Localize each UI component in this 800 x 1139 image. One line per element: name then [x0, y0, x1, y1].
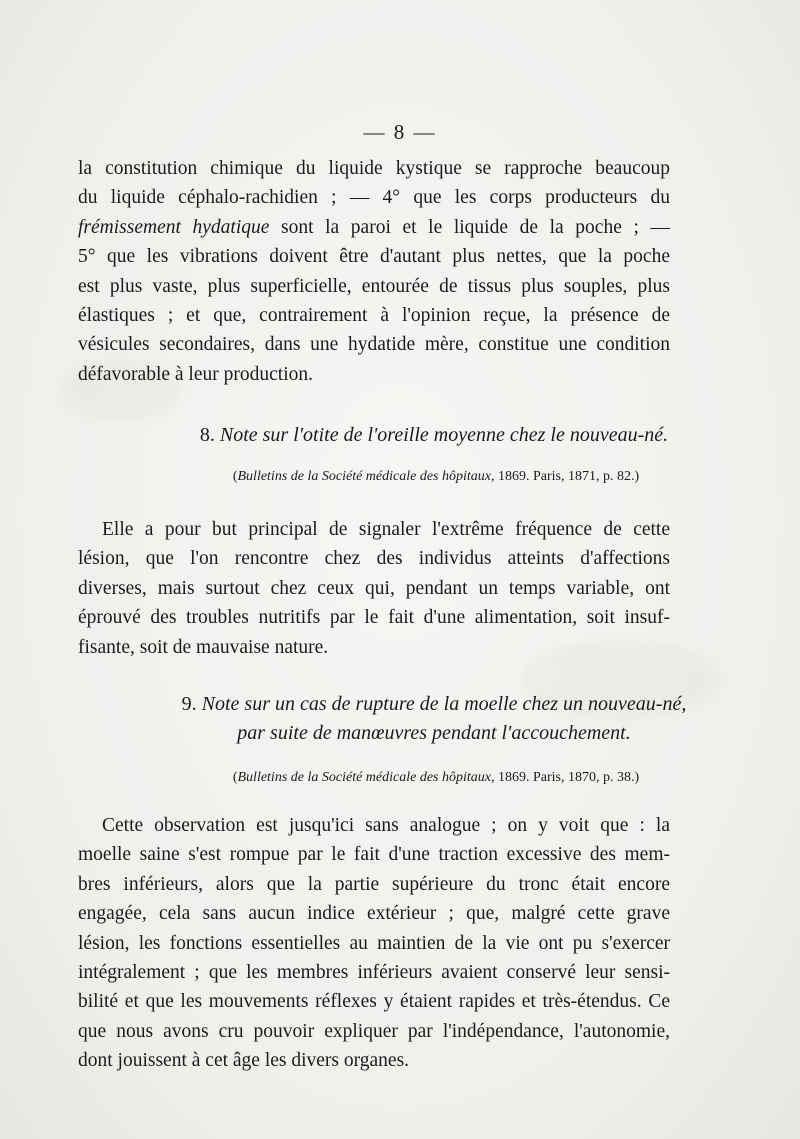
citation-8 [36, 469, 800, 485]
text-line: intégralement ; que les membres inférieurs avaient conservé leur sensi- [78, 962, 670, 984]
paragraph-section-8 [78, 515, 670, 662]
text-line: bilité et que les mouvements réflexes y étaient rapides et très-étendus. Ce [78, 991, 670, 1013]
citation-9 [36, 770, 800, 786]
citation-journal: Bulletins de la Société médicale des hôpitaux, [237, 469, 495, 484]
text-line: dont jouissent à cet âge les divers organes. [78, 1050, 410, 1072]
citation-details: 1869. Paris, 1871, p. 82.) [494, 469, 640, 484]
citation-paren: ( [232, 469, 238, 484]
section-title: Note sur l'otite de l'oreille moyenne chez le nouveau-né. [219, 424, 669, 446]
text-line: éprouvé des troubles nutritifs par le fait d'une alimentation, soit insuf- [78, 607, 670, 629]
section-title-line-2: par suite de manœuvres pendant l'accouchement. [237, 722, 631, 744]
text-line: bres inférieurs, alors que la partie supérieure du tronc était encore [78, 873, 670, 895]
text-line-mixed [78, 213, 670, 242]
text-line: défavorable à leur production. [78, 363, 313, 385]
section-heading-8 [34, 421, 800, 450]
page-number: — 8 — [363, 120, 437, 144]
text-line: Cette observation est jusqu'ici sans analogue ; on y voit que : la [102, 815, 670, 836]
text-line: est plus vaste, plus superficielle, entourée de tissus plus souples, plus [78, 275, 670, 297]
italic-term: frémissement hydatique [78, 216, 270, 238]
text-line: moelle saine s'est rompue par le fait d'une traction excessive des mem- [78, 844, 670, 866]
text-line: lésion, que l'on rencontre chez des individus atteints d'affections [78, 548, 670, 570]
text-line: la constitution chimique du liquide kystique se rapproche beaucoup [78, 158, 670, 179]
text-line: lésion, les fonctions essentielles au maintien de la vie ont pu s'exercer [78, 932, 670, 954]
text-line: engagée, cela sans aucun indice extérieur ; que, malgré cette grave [78, 903, 670, 925]
text-fragment: sont la paroi et le liquide de la poche ; — [269, 216, 670, 238]
paragraph-section-9 [78, 811, 670, 1076]
text-line: du liquide céphalo-rachidien ; — 4° que les corps producteurs du [78, 187, 670, 209]
section-number: 9. [181, 693, 197, 715]
citation-journal: Bulletins de la Société médicale des hôpitaux, [237, 770, 495, 785]
text-line: fisante, soit de mauvaise nature. [78, 636, 329, 658]
section-heading-9 [34, 690, 800, 748]
text-line: Elle a pour but principal de signaler l'extrême fréquence de cette [102, 519, 670, 540]
paragraph-continued [78, 154, 670, 389]
citation-paren: ( [232, 770, 238, 785]
citation-details: 1869. Paris, 1870, p. 38.) [494, 770, 640, 785]
section-number: 8. [199, 424, 215, 446]
text-line: vésicules secondaires, dans une hydatide mère, constitue une condition [78, 334, 670, 356]
section-title-line-1: Note sur un cas de rupture de la moelle chez un nouveau-né, [201, 693, 687, 715]
text-line: que nous avons cru pouvoir expliquer par l'indépendance, l'autonomie, [78, 1020, 670, 1042]
text-line: élastiques ; et que, contrairement à l'opinion reçue, la présence de [78, 305, 670, 327]
text-line: diverses, mais surtout chez ceux qui, pendant un temps variable, ont [78, 577, 670, 599]
text-line: 5° que les vibrations doivent être d'autant plus nettes, que la poche [78, 246, 670, 268]
